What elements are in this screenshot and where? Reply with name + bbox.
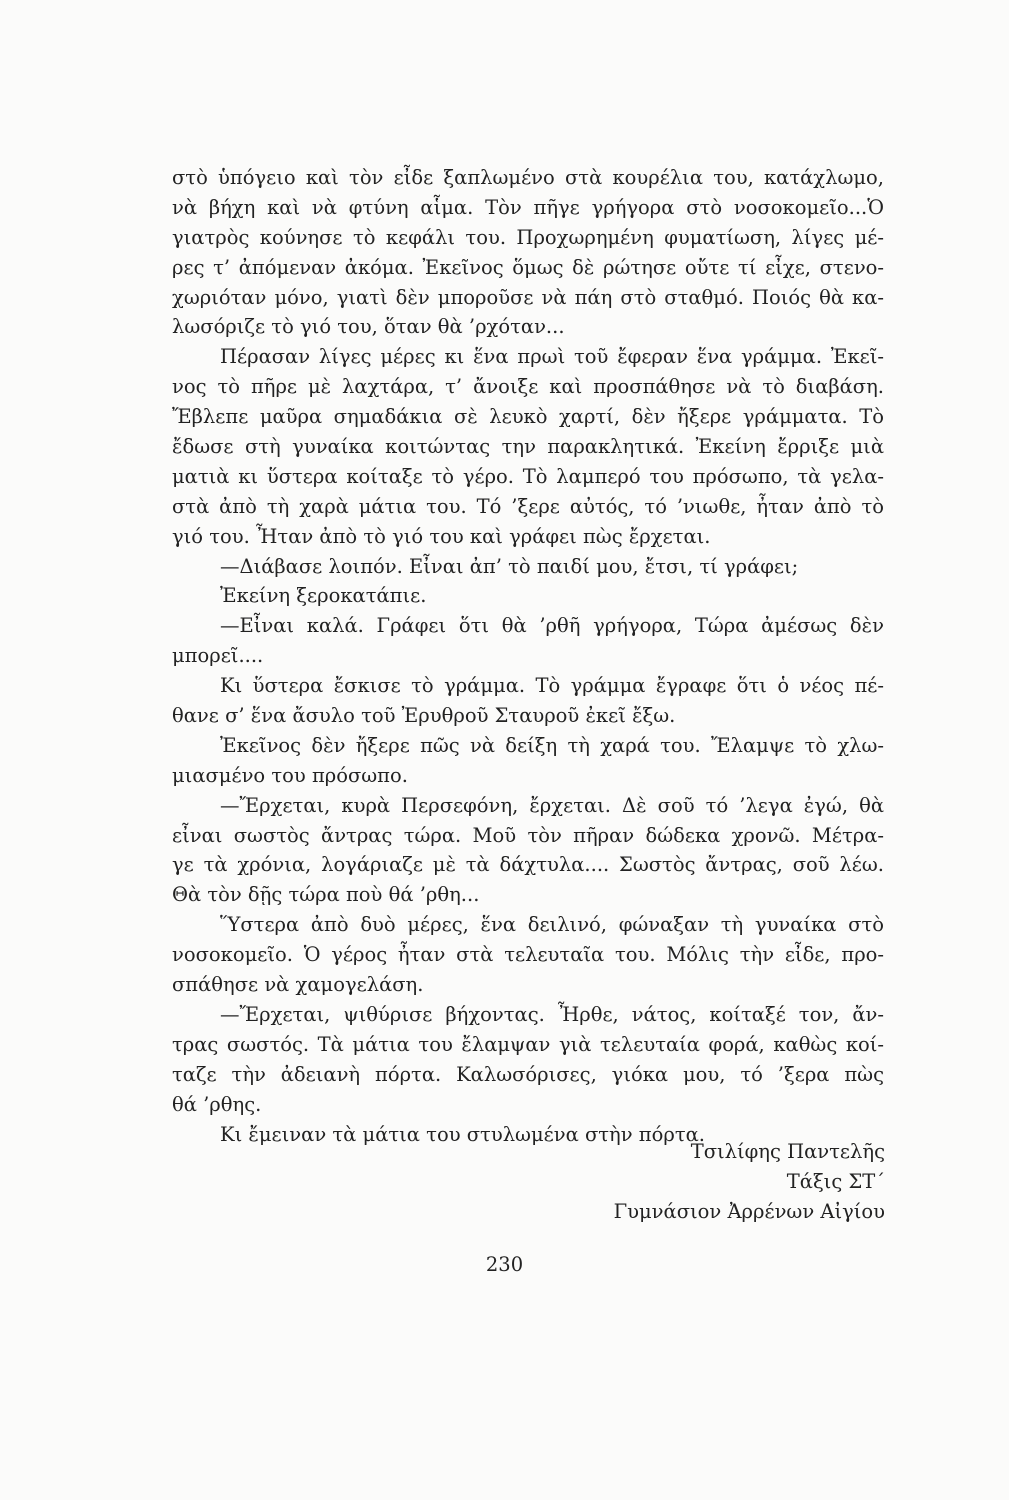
text-line: Κι ἔμειναν τὰ μάτια του στυλωμένα στὴν πόρτα.	[220, 1122, 705, 1146]
text-line: —Ἔρχεται, κυρὰ Περσεφόνη, ἔρχεται. Δὲ σοῦ τό ’λεγα ἐγώ, θὰ	[220, 793, 884, 817]
text-line: μιασμένο του πρόσωπο.	[172, 763, 408, 787]
text-line: λωσόριζε τὸ γιό του, ὅταν θὰ ’ρχόταν...	[172, 315, 565, 339]
text-line: χωριόταν μόνο, γιατὶ δὲν μποροῦσε νὰ πάη στὸ σταθμό. Ποιός θὰ κα-	[172, 285, 884, 309]
text-line: θανε σ’ ἕνα ἄσυλο τοῦ Ἐρυθροῦ Σταυροῦ ἐκεῖ ἔξω.	[172, 704, 676, 728]
text-line: Κι ὕστερα ἔσκισε τὸ γράμμα. Τὸ γράμμα ἔγραφε ὅτι ὁ νέος πέ-	[220, 674, 884, 698]
author-school: Γυμνάσιον Ἀρρένων Αἰγίου	[613, 1200, 885, 1223]
text-line: Ἔβλεπε μαῦρα σημαδάκια σὲ λευκὸ χαρτί, δὲν ἤξερε γράμματα. Τὸ	[172, 405, 884, 429]
text-line: ἔδωσε στὴ γυναίκα κοιτώντας την παρακλητικά. Ἐκείνη ἔρριξε μιὰ	[172, 435, 884, 459]
body-text	[172, 163, 884, 1149]
text-line: τρας σωστός. Τὰ μάτια του ἔλαμψαν γιὰ τελευταία φορά, καθὼς κοί-	[172, 1032, 884, 1056]
text-line: μπορεῖ....	[172, 644, 264, 668]
page-number: 230	[485, 1253, 524, 1276]
text-line: ματιὰ κι ὕστερα κοίταξε τὸ γέρο. Τὸ λαμπερό του πρόσωπο, τὰ γελα-	[172, 464, 884, 488]
text-line: στὰ ἀπὸ τὴ χαρὰ μάτια του. Τό ’ξερε αὐτός, τό ’νιωθε, ἦταν ἀπὸ τὸ	[172, 494, 884, 518]
text-line: νος τὸ πῆρε μὲ λαχτάρα, τ’ ἄνοιξε καὶ προσπάθησε νὰ τὸ διαβάση.	[172, 375, 884, 399]
text-line: Θὰ τὸν δῇς τώρα ποὺ θά ’ρθη...	[172, 883, 480, 907]
text-line: Ἐκεῖνος δὲν ἤξερε πῶς νὰ δείξη τὴ χαρά του. Ἔλαμψε τὸ χλω-	[220, 733, 884, 757]
text-line: εἶναι σωστὸς ἄντρας τώρα. Μοῦ τὸν πῆραν δώδεκα χρονῶ. Μέτρα-	[172, 823, 884, 847]
author-name: Τσιλίφης Παντελῆς	[690, 1140, 885, 1163]
text-line: —Ἔρχεται, ψιθύρισε βήχοντας. Ἦρθε, νάτος, κοίταξέ τον, ἄν-	[220, 1002, 884, 1026]
text-line: νοσοκομεῖο. Ὁ γέρος ἦταν στὰ τελευταῖα του. Μόλις τὴν εἶδε, προ-	[172, 943, 884, 967]
text-line: Πέρασαν λίγες μέρες κι ἕνα πρωὶ τοῦ ἔφεραν ἕνα γράμμα. Ἐκεῖ-	[220, 345, 884, 369]
signature-block	[614, 1137, 885, 1227]
text-line: ρες τ’ ἀπόμεναν ἀκόμα. Ἐκεῖνος ὅμως δὲ ρώτησε οὔτε τί εἶχε, στενο-	[172, 255, 884, 279]
text-line: —Διάβασε λοιπόν. Εἶναι ἀπ’ τὸ παιδί μου, ἔτσι, τί γράφει;	[220, 554, 799, 578]
text-line: σπάθησε νὰ χαμογελάση.	[172, 973, 424, 997]
text-line: Ἐκείνη ξεροκατάπιε.	[220, 584, 427, 608]
text-line: ταζε τὴν ἀδειανὴ πόρτα. Καλωσόρισες, γιόκα μου, τό ’ξερα πὼς	[172, 1062, 884, 1086]
text-line: θά ’ρθης.	[172, 1092, 262, 1116]
author-class: Τάξις ΣΤ΄	[786, 1170, 885, 1193]
text-line: Ὕστερα ἀπὸ δυὸ μέρες, ἕνα δειλινό, φώναξαν τὴ γυναίκα στὸ	[220, 913, 884, 937]
text-line: γε τὰ χρόνια, λογάριαζε μὲ τὰ δάχτυλα.... Σωστὸς ἄντρας, σοῦ λέω.	[172, 853, 884, 877]
text-line: νὰ βήχη καὶ νὰ φτύνη αἷμα. Τὸν πῆγε γρήγορα στὸ νοσοκομεῖο...Ὁ	[172, 195, 884, 219]
text-line: γιατρὸς κούνησε τὸ κεφάλι του. Προχωρημένη φυματίωση, λίγες μέ-	[172, 225, 884, 249]
text-line: στὸ ὑπόγειο καὶ τὸν εἶδε ξαπλωμένο στὰ κουρέλια του, κατάχλωμο,	[172, 166, 884, 189]
text-line: —Εἶναι καλά. Γράφει ὅτι θὰ ’ρθῆ γρήγορα, Τώρα ἀμέσως δὲν	[220, 614, 884, 638]
text-line: γιό του. Ἦταν ἀπὸ τὸ γιό του καὶ γράφει πὼς ἔρχεται.	[172, 524, 711, 548]
